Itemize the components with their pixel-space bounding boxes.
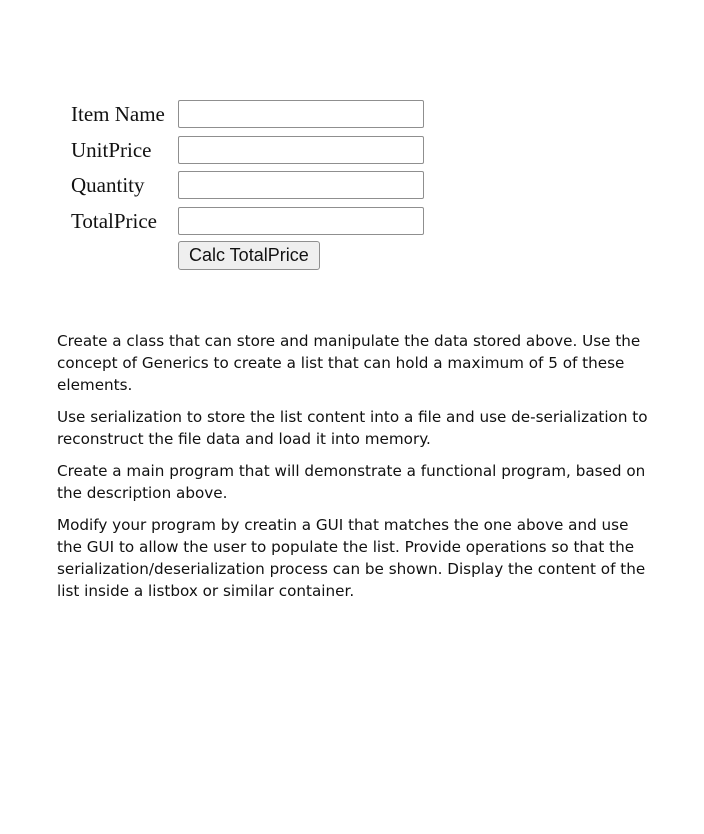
assignment-instructions (57, 330, 657, 612)
unit-price-label: UnitPrice (71, 137, 152, 162)
unit-price-input[interactable] (178, 136, 424, 164)
calc-total-price-button[interactable]: Calc TotalPrice (178, 241, 320, 270)
quantity-input[interactable] (178, 171, 424, 199)
total-price-input[interactable] (178, 207, 424, 235)
instruction-paragraph-3: Create a main program that will demonstrate a functional program, based on the description above. (57, 462, 646, 502)
instruction-paragraph-1: Create a class that can store and manipulate the data stored above. Use the concept of Generics to create a list that can hold a maximum of 5 of these elements. (57, 332, 641, 394)
item-form (71, 99, 424, 270)
item-name-row (71, 99, 424, 129)
unit-price-row (71, 135, 424, 165)
total-price-label: TotalPrice (71, 208, 157, 233)
item-name-label: Item Name (71, 102, 165, 126)
button-row (178, 241, 424, 270)
item-name-input[interactable] (178, 100, 424, 128)
quantity-label: Quantity (71, 173, 145, 197)
quantity-row (71, 170, 424, 200)
instruction-paragraph-2: Use serialization to store the list content into a file and use de-serialization to reconstruct the file data and load it into memory. (57, 408, 648, 448)
instruction-paragraph-4: Modify your program by creatin a GUI that matches the one above and use the GUI to allow the user to populate the list. Provide operations so that the serialization/deserialization process can be shown. Display the content of the list inside a listbox or similar container. (57, 516, 646, 600)
total-price-row (71, 206, 424, 236)
